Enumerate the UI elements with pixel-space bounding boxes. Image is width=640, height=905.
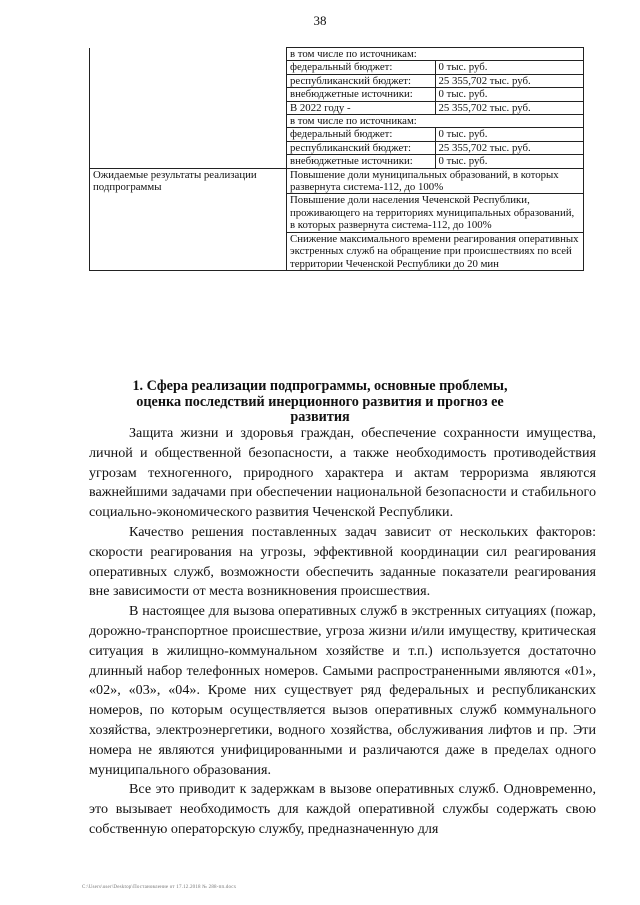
footer-path: C:\Users\user\Desktop\Постановление от 17.12.2018 № 288-пп.docx — [82, 885, 237, 890]
table-cell-amount: 0 тыс. руб. — [435, 128, 584, 141]
table-cell-source: республиканский бюджет: — [287, 74, 436, 87]
table-cell-span: в том числе по источникам: — [287, 115, 584, 128]
table-cell-amount: 25 355,702 тыс. руб. — [435, 74, 584, 87]
result-item: Повышение доли муниципальных образований, в которых развернута система-112, до 100% — [287, 168, 584, 194]
paragraph: Все это приводит к задержкам в вызове оперативных служб. Одновременно, это вызывает необходимость для каждой оперативной службы содержать свою собственную операторскую службу, предназначенную для — [89, 781, 596, 837]
table-row — [90, 168, 584, 194]
paragraph: Защита жизни и здоровья граждан, обеспечение сохранности имущества, личной и общественной безопасности, а также необходимость противодействия угрозам техногенного, природного характера и актам терроризма являются важнейшими задачами при обеспечении национальной безопасности и стабильного социально-экономического развития Чеченской Республики. — [89, 425, 596, 521]
paragraph: Качество решения поставленных задач зависит от нескольких факторов: скорости реагирования на угрозы, эффективной координации сил реагирования оперативных служб, возможности обеспечить заданные показатели реагирования вне зависимости от места возникновения происшествия. — [89, 523, 596, 600]
paragraph: В настоящее для вызова оперативных служб в экстренных ситуациях (пожар, дорожно-транспортное происшествие, угроза жизни и/или имуществу, критическая ситуация в жилищно-коммунальном хозяйстве и т.п.) используется достаточно длинный набор телефонных номеров. Самыми распространенными являются «01», «02», «03», «04». Кроме них существует ряд федеральных и республиканских номеров, по которым осуществляется вызов оперативных служб коммунального хозяйства, электроэнергетики, водного хозяйства, обслуживания лифтов и пр. Эти номера не являются унифицированными и различаются даже в пределах одного муниципального образования. — [89, 603, 596, 778]
table-cell-empty — [90, 48, 287, 169]
body-text — [89, 424, 596, 840]
table-cell-amount: 0 тыс. руб. — [435, 61, 584, 74]
table-cell-amount: 0 тыс. руб. — [435, 88, 584, 101]
table-row — [90, 48, 584, 61]
result-item: Повышение доли населения Чеченской Республики, проживающего на территориях муниципальных образований, в которых развернута система-112, до 100% — [287, 194, 584, 232]
table-cell-amount: 25 355,702 тыс. руб. — [435, 101, 584, 114]
table-cell-source: внебюджетные источники: — [287, 155, 436, 168]
table-cell-source: внебюджетные источники: — [287, 88, 436, 101]
section-title: 1. Сфера реализации подпрограммы, основные проблемы, оценка последствий инерционного развития и прогноз ее развития — [132, 378, 508, 425]
table-cell-source: республиканский бюджет: — [287, 141, 436, 154]
table-cell-span: в том числе по источникам: — [287, 48, 584, 61]
table-cell-source: федеральный бюджет: — [287, 61, 436, 74]
table-cell-amount: 0 тыс. руб. — [435, 155, 584, 168]
table-cell-amount: 25 355,702 тыс. руб. — [435, 141, 584, 154]
table-cell-year: В 2022 году - — [287, 101, 436, 114]
result-item: Снижение максимального времени реагирования оперативных экстренных служб на обращение при происшествиях по всей территории Чеченской Республики до 20 мин — [287, 232, 584, 270]
results-label: Ожидаемые результаты реализации подпрограммы — [90, 168, 287, 270]
funding-table — [89, 47, 584, 271]
page-number: 38 — [313, 13, 327, 28]
table-cell-source: федеральный бюджет: — [287, 128, 436, 141]
